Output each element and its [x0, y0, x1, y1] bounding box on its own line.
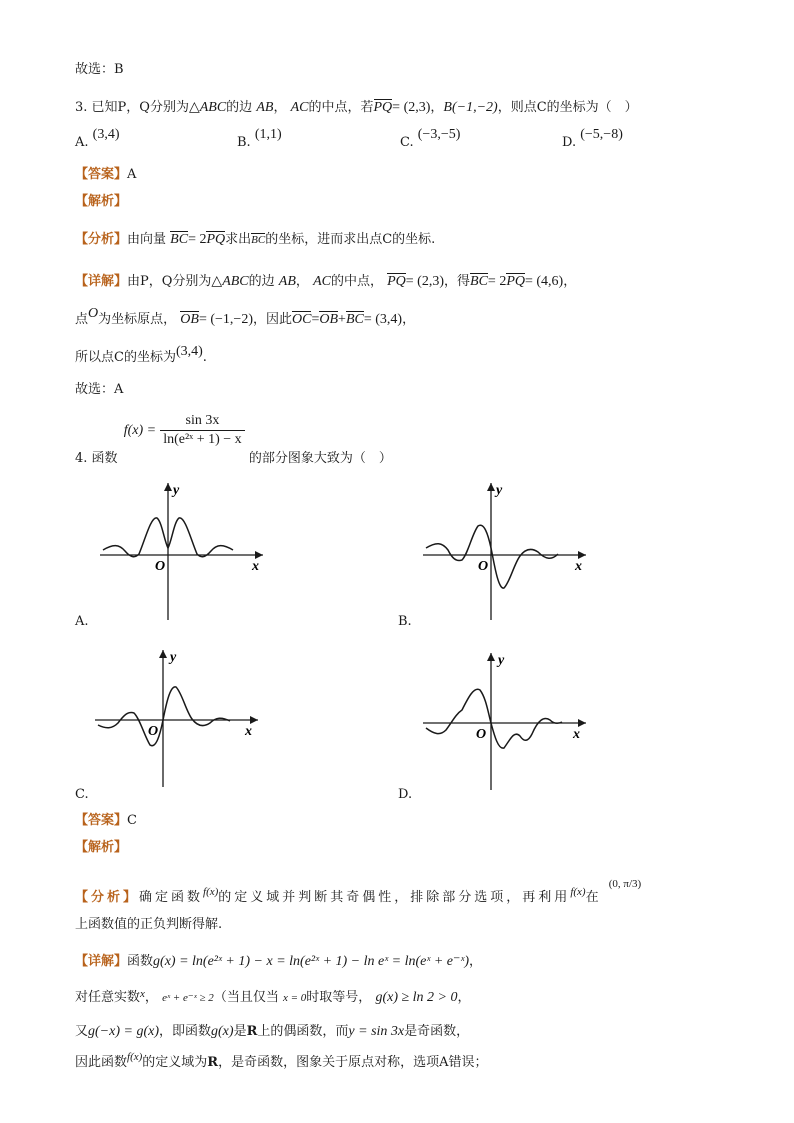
graph-c-curve [98, 687, 230, 746]
q4-fenxi-label: 【分析】 [75, 890, 140, 905]
graph-a-letter: A. [75, 614, 89, 629]
q4-detail-l2-g: g(x) ≥ ln 2 > 0 [375, 990, 458, 1005]
q3-detail-l2-text1: 点 [75, 312, 89, 327]
q3-detail-plus: + [338, 312, 346, 327]
q3-fenxi-bc: BC [170, 232, 189, 247]
q3-stem-suffix: ，则点C的坐标为（ ） [497, 100, 638, 115]
graph-d-origin: O [476, 727, 487, 742]
q4-detail-l2-text2: （当且仅当 [213, 990, 279, 1005]
q4-answer-label: 【答案】 [75, 813, 128, 828]
q3-ab: AB [256, 100, 274, 115]
q3-option-c-value: (−3,−5) [417, 127, 461, 142]
q4-fenxi-interval: (0, π/3) [608, 878, 642, 890]
q4-fraction [160, 412, 244, 449]
q3-fenxi-eq: = 2 [188, 232, 207, 247]
q3-option-c [400, 127, 461, 151]
q3-answer [75, 165, 136, 185]
q4-answer [75, 811, 137, 831]
q3-detail-tri: △ABC [211, 274, 249, 289]
q3-detail-line2 [75, 306, 416, 330]
q4-detail-l3-sin: y = sin 3x [348, 1024, 405, 1039]
q3-detail-ob: OB [180, 312, 199, 327]
q3-detail-ob2: OB [319, 312, 339, 327]
q3-detail-origin: O [88, 306, 99, 321]
graph-a [95, 478, 270, 623]
q4-fenxi-text1: 确定函数 [139, 890, 204, 905]
q4-detail-l4-text1: 因此函数 [75, 1055, 128, 1070]
q4-fenxi-text2: 的定义域并判断其奇偶性，排除部分选项，再利用 [218, 890, 571, 905]
q3-detail-text2: 的边 [248, 274, 275, 289]
q3-analysis-label [75, 192, 127, 212]
graph-a-x-label: x [252, 559, 259, 574]
q3-stem [75, 98, 638, 118]
q4-fenxi-fx: f(x) [203, 886, 219, 898]
q3-detail-val2: = (4,6) [525, 274, 564, 289]
graph-a-y-arrow [164, 483, 172, 491]
graph-c-origin: O [148, 724, 159, 739]
q3-detail-l2-val: = (3,4) [363, 312, 403, 327]
q3-fenxi [75, 230, 435, 250]
q3-option-b-letter: B. [237, 135, 251, 150]
q4-detail-l4-fx: f(x) [127, 1051, 143, 1063]
q4-detail-l2-text3: 时取等号， [306, 990, 372, 1005]
q3-detail-comma: ， [295, 274, 309, 289]
q3-detail-bc3: BC [345, 312, 364, 327]
q4-detail-line3 [75, 1022, 469, 1042]
q4-suffix: 的部分图象大致为（ ） [248, 451, 392, 466]
q3-detail-ac: AC [313, 274, 331, 289]
graph-a-origin: O [155, 559, 166, 574]
q3-answer-value: A [127, 167, 137, 182]
q4-detail-line4 [75, 1053, 488, 1073]
q3-fenxi-pq: PQ [206, 232, 226, 247]
q3-detail-text4: ，得 [444, 274, 471, 289]
q3-detail-line3 [75, 344, 207, 368]
q3-fenxi-text1: 由向量 [127, 232, 167, 247]
graph-b-curve [426, 525, 558, 588]
q3-detail-ob-val: = (−1,−2) [198, 312, 253, 327]
q4-fenxi-fx2: f(x) [570, 886, 586, 898]
q4-analysis-label [75, 838, 127, 858]
q4-detail-l4-text3: ，是奇函数，图象关于原点对称，选项A错误； [218, 1055, 488, 1070]
q4-detail-l3-text5: 是奇函数， [404, 1024, 470, 1039]
q4-detail-l2-end: ， [457, 990, 471, 1005]
prev-answer-line: 故选：B [75, 62, 124, 77]
graph-d-letter: D. [398, 787, 413, 802]
graph-d-x-arrow [578, 719, 586, 727]
q3-option-d-letter: D. [562, 135, 577, 150]
q3-stem-mid1: 的边 [226, 100, 253, 115]
graph-d-y-label: y [498, 653, 505, 668]
q3-pq-vector: PQ [373, 100, 393, 115]
graph-b-x-arrow [578, 551, 586, 559]
q4-detail-l2-text1: 对任意实数 [75, 990, 141, 1005]
q3-comma1: ， [273, 100, 287, 115]
q4-detail-l2-comma: ， [144, 990, 158, 1005]
q3-point-b: B(−1,−2) [443, 100, 498, 115]
q3-detail-l3-end: . [202, 350, 207, 365]
q4-detail-l3-g: g(x) [211, 1024, 234, 1039]
q3-detail-end1: ， [563, 274, 577, 289]
q3-analysis-label-text: 【解析】 [75, 194, 128, 209]
q3-detail-l2-text3: ，因此 [252, 312, 292, 327]
q4-detail-l4-text2: 的定义域为 [142, 1055, 208, 1070]
q3-detail-l3-text: 所以点C的坐标为 [75, 350, 176, 365]
q3-stem-prefix: 3. 已知P，Q分别为 [75, 100, 189, 115]
q4-detail-l2-cond: x = 0 [282, 992, 307, 1004]
q4-stem [75, 412, 392, 466]
graph-c-y-label: y [170, 650, 177, 665]
q3-fenxi-text2: 求出 [225, 232, 252, 247]
q4-fenxi-line2: 上函数值的正负判断得解. [75, 917, 223, 932]
q4-prefix: 4. 函数 [75, 451, 118, 466]
q3-option-a-letter: A. [75, 135, 89, 150]
q3-detail-pq-val: = (2,3) [405, 274, 445, 289]
q4-numerator: sin 3x [160, 412, 244, 431]
q3-detail-label: 【详解】 [75, 274, 128, 289]
graph-b-y-arrow [487, 483, 495, 491]
q3-detail-pq: PQ [387, 274, 406, 289]
q3-option-b [237, 127, 282, 151]
q3-ac: AC [290, 100, 309, 115]
q4-detail-l2-ineq: eˣ + e⁻ˣ ≥ 2 [162, 992, 214, 1004]
q3-detail-line1 [75, 272, 576, 292]
q4-detail-l3-text3: 是 [233, 1024, 247, 1039]
q3-answer-label: 【答案】 [75, 167, 128, 182]
q4-detail-l3-R: R [246, 1024, 258, 1039]
q4-detail-line2 [75, 988, 471, 1008]
q4-detail-l3-text2: ，即函数 [159, 1024, 212, 1039]
q4-detail-l4-R: R [207, 1055, 219, 1070]
graph-c-x-label: x [245, 724, 252, 739]
q3-final-answer: 故选：A [75, 382, 124, 397]
graph-c [90, 645, 265, 790]
q3-detail-text3: 的中点， [330, 274, 383, 289]
q3-detail-l3-val: (3,4) [175, 344, 203, 359]
graph-b [418, 478, 593, 623]
q3-fenxi-text3: 的坐标，进而求出点C的坐标. [265, 232, 436, 247]
q3-detail-bc: BC [470, 274, 488, 289]
q4-detail-l3-text4: 上的偶函数，而 [257, 1024, 349, 1039]
q4-analysis-label-text: 【解析】 [75, 840, 128, 855]
q3-detail-pq2: PQ [506, 274, 525, 289]
graph-c-y-arrow [159, 650, 167, 658]
q3-detail-text1: 由P，Q分别为 [127, 274, 212, 289]
q3-triangle: △ABC [188, 100, 227, 115]
graph-c-letter: C. [75, 787, 89, 802]
graph-d-x-label: x [573, 727, 580, 742]
graph-b-y-label: y [496, 483, 503, 498]
graph-b-letter: B. [398, 614, 412, 629]
q3-pq-value: = (2,3) [392, 100, 431, 115]
q4-detail-l1-text: 函数 [127, 954, 154, 969]
graph-d-y-arrow [487, 653, 495, 661]
q3-option-d [562, 127, 623, 151]
q3-detail-ab: AB [278, 274, 296, 289]
q3-stem-mid2: 的中点，若 [308, 100, 374, 115]
q3-detail-eq2: = 2 [487, 274, 507, 289]
graph-a-x-arrow [255, 551, 263, 559]
graph-d [418, 648, 593, 793]
q4-detail-l1-end: ， [469, 954, 483, 969]
q4-answer-value: C [127, 813, 137, 828]
q3-fenxi-bc2: BC [251, 234, 266, 246]
q4-detail-l3-eq: g(−x) = g(x) [88, 1024, 159, 1039]
q4-detail-line1 [75, 952, 482, 972]
q3-option-a [75, 127, 120, 151]
q3-detail-l2-eq: = [311, 312, 320, 327]
q3-detail-l2-text2: 为坐标原点， [98, 312, 177, 327]
q3-detail-l2-end: ， [402, 312, 416, 327]
q3-fenxi-label: 【分析】 [75, 232, 128, 247]
q4-denominator: ln(e²ˣ + 1) − x [163, 432, 242, 447]
q4-detail-l3-text1: 又 [75, 1024, 89, 1039]
graph-d-curve [426, 689, 562, 748]
q4-fx: f(x) = [123, 423, 157, 438]
graph-b-x-label: x [575, 559, 582, 574]
q3-option-a-value: (3,4) [92, 127, 120, 142]
q4-detail-label: 【详解】 [75, 954, 128, 969]
q3-option-d-value: (−5,−8) [580, 127, 623, 142]
graph-c-x-arrow [250, 716, 258, 724]
q3-comma2: ， [430, 100, 444, 115]
q3-detail-oc: OC [292, 312, 312, 327]
q4-detail-l1-math: g(x) = ln(e²ˣ + 1) − x = ln(e²ˣ + 1) − ln eˣ = ln(eˣ + e⁻ˣ) [153, 954, 470, 969]
q4-detail-l2-x: x [140, 988, 145, 1000]
graph-a-y-label: y [173, 483, 180, 498]
q3-option-c-letter: C. [400, 135, 414, 150]
q4-fenxi-text3: 在 [585, 890, 602, 905]
graph-b-origin: O [478, 559, 489, 574]
q3-option-b-value: (1,1) [254, 127, 282, 142]
